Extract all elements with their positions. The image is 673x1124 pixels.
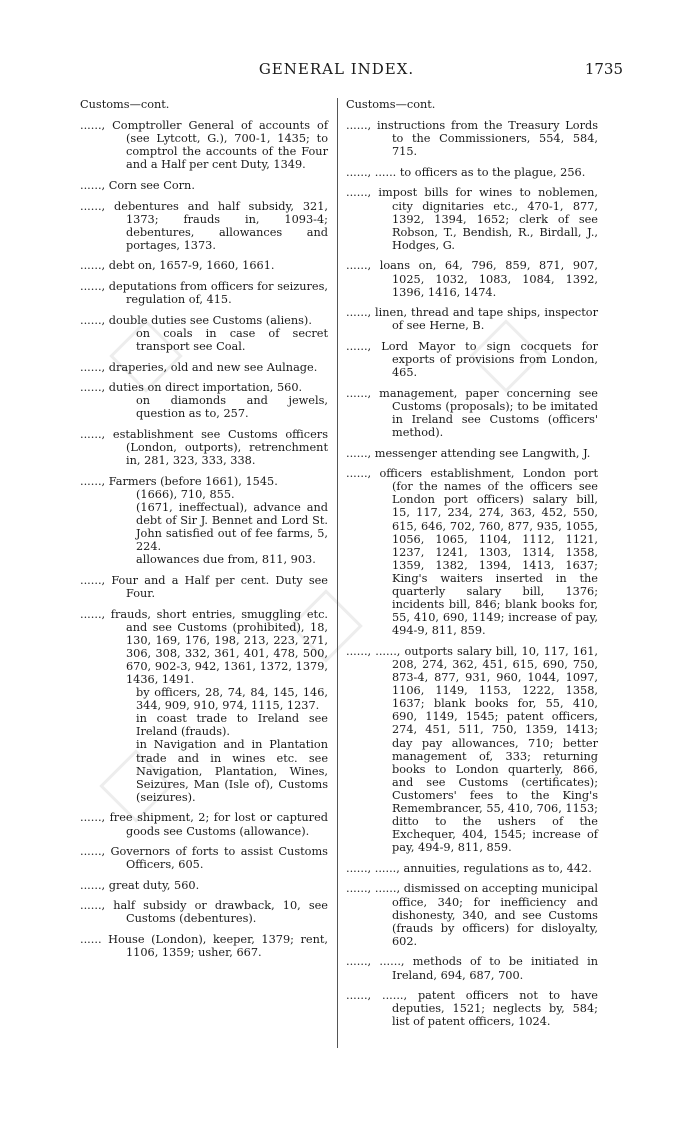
entry-text: ......, Farmers (before 1661), 1545. [80,474,278,488]
index-entry [80,845,328,871]
index-entry [346,119,598,158]
index-entry [80,879,328,892]
entry-text: ......, great duty, 560. [80,878,200,892]
entry-text: ......, ......, methods of to be initiated in Ireland, 694, 687, 700. [346,955,598,982]
entry-text: ......, debentures and half subsidy, 321, 1373; frauds in, 1093-4; debentures, allowances and portages, 1373. [80,199,328,252]
column-divider [337,98,338,1048]
index-entry [346,955,598,981]
index-entry [80,933,328,959]
sub-entry: (1671, ineffectual), advance and debt of Sir J. Bennet and Lord St. John satisfied out of fee farms, 5, 224. [136,500,328,554]
sub-entry: (1666), 710, 855. [136,487,235,501]
index-entry [346,387,598,439]
index-entry [80,259,328,272]
entry-text: ......, Corn see Corn. [80,178,195,192]
entry-text: ......, Lord Mayor to sign cocquets for exports of provisions from London, 465. [346,339,598,380]
index-entry [346,862,598,875]
entry-text: ......, linen, thread and tape ships, inspector of see Herne, B. [346,306,598,333]
sub-entry: on diamonds and jewels, question as to, 257. [136,394,328,421]
sub-entry: on coals in case of secret transport see Coal. [136,326,328,353]
entry-text: ......, Governors of forts to assist Customs Officers, 605. [80,845,328,872]
sub-entry: in coast trade to Ireland see Ireland (frauds). [136,712,328,739]
index-entry [80,179,328,192]
index-entry [80,475,328,567]
index-entry [80,608,328,804]
entry-text: ......, establishment see Customs officers (London, outports), retrenchment in, 281, 323, 333, 338. [80,427,328,468]
entry-text: ......, ...... to officers as to the plague, 256. [346,165,586,179]
sub-entry: in Navigation and in Plantation trade and in wines etc. see Navigation, Plantation, Wines, Seizures, Man (Isle of), Customs (seizures). [136,738,328,804]
page-number: 1735 [584,60,623,78]
entry-text: ......, messenger attending see Langwith, J. [346,446,591,460]
entry-text: ......, ......, annuities, regulations as to, 442. [346,861,592,875]
entry-text: ......, frauds, short entries, smuggling etc. and see Customs (prohibited), 18, 130, 169, 176, 198, 213, 223, 271, 306, 308, 332, 361, 401, 478, 500, 670, 902-3, 942, 1361, 1372, 1379, 1436, 1491. [80,607,328,686]
index-entry [80,574,328,600]
index-entry [80,381,328,420]
entry-text: ......, Four and a Half per cent. Duty see Four. [80,573,328,600]
index-entry [346,989,598,1028]
index-entry [80,280,328,306]
index-entry [346,306,598,332]
index-entry [346,166,598,179]
index-entry [346,340,598,379]
index-entry [80,428,328,467]
entry-text: ......, debt on, 1657-9, 1660, 1661. [80,259,275,273]
index-entry [80,811,328,837]
entry-text: ......, free shipment, 2; for lost or captured goods see Customs (allowance). [80,811,328,838]
entry-text: ......, half subsidy or drawback, 10, see Customs (debentures). [80,899,328,926]
entry-text: ......, officers establishment, London port (for the names of the officers see London port officers) salary bill, 15, 117, 234, 274, 363, 452, 550, 615, 646, 702, 760, 877, 935, 1055, 1056, 1065, 1104, 1112, 1121, 1237, 1241, 1303, 1314, 1358, 1359, 1382, 1394, 1413, 1637; King's waiters inserted in the quarterly salary bill, 1376; incidents bill, 846; blank books for, 55, 410, 690, 1149; increase of pay, 494-9, 811, 859. [346,467,598,638]
entry-text: ......, management, paper concerning see Customs (proposals); to be imitated in Ireland see Customs (officers' method). [346,386,598,439]
entry-text: ......, instructions from the Treasury Lords to the Commissioners, 554, 584, 715. [346,119,598,159]
column-heading: Customs—cont. [346,98,436,111]
entry-text: ...... House (London), keeper, 1379; rent, 1106, 1359; usher, 667. [80,933,328,960]
entry-text: ......, draperies, old and new see Aulnage. [80,360,318,374]
entry-text: ......, impost bills for wines to noblemen, city dignitaries etc., 470-1, 877, 1392, 1394, 1652; clerk of see Robson, T., Bendish, R., Birdall, J., Hodges, G. [346,186,598,252]
index-entry [80,200,328,252]
running-title: GENERAL INDEX. [258,60,415,78]
entry-text: ......, ......, outports salary bill, 10, 117, 161, 208, 274, 362, 451, 615, 690, 750, 873-4, 877, 931, 960, 1044, 1097, 1106, 1149, 1153, 1222, 1358, 1637; blank books for, 55, 410, 690, 1149, 1545; patent officers, 274, 451, 511, 750, 1359, 1413; day pay allowances, 710; better management of, 333; returning books to London quarterly, 866, and see Customs (certificates); Customers' fees to the King's Remembrancer, 55, 410, 706, 1153; ditto to the ushers of the Exchequer, 404, 1545; increase of pay, 494-9, 811, 859. [346,644,598,855]
entry-text: ......, deputations from officers for seizures, regulation of, 415. [80,280,328,307]
entry-text: ......, ......, dismissed on accepting municipal office, 340; for inefficiency and dishonesty, 340, and see Customs (frauds by officers) for disloyalty, 602. [346,882,598,948]
entry-text: ......, double duties see Customs (aliens). [80,313,312,327]
entry-text: ......, Comptroller General of accounts of (see Lytcott, G.), 700-1, 1435; to comptrol the accounts of the Four and a Half per cent Duty, 1349. [80,119,328,172]
sub-entry: by officers, 28, 74, 84, 145, 146, 344, 909, 910, 974, 1115, 1237. [136,686,328,713]
index-entry [346,467,598,637]
page-header [0,60,673,84]
left-column [80,98,328,967]
entry-text: ......, loans on, 64, 796, 859, 871, 907, 1025, 1032, 1083, 1084, 1392, 1396, 1416, 1474. [346,259,598,299]
index-entry [346,447,598,460]
index-entry [346,645,598,855]
entry-text: ......, ......, patent officers not to have deputies, 1521; neglects by, 584; list of patent officers, 1024. [346,989,598,1029]
column-heading: Customs—cont. [80,98,170,111]
entry-text: ......, duties on direct importation, 560. [80,381,303,395]
sub-entry: allowances due from, 811, 903. [136,553,316,567]
index-entry [80,314,328,353]
index-entry [346,259,598,298]
index-entry [80,119,328,171]
index-entry [346,186,598,251]
index-entry [346,882,598,947]
index-entry [80,899,328,925]
right-column [346,98,598,1036]
index-entry [80,361,328,374]
